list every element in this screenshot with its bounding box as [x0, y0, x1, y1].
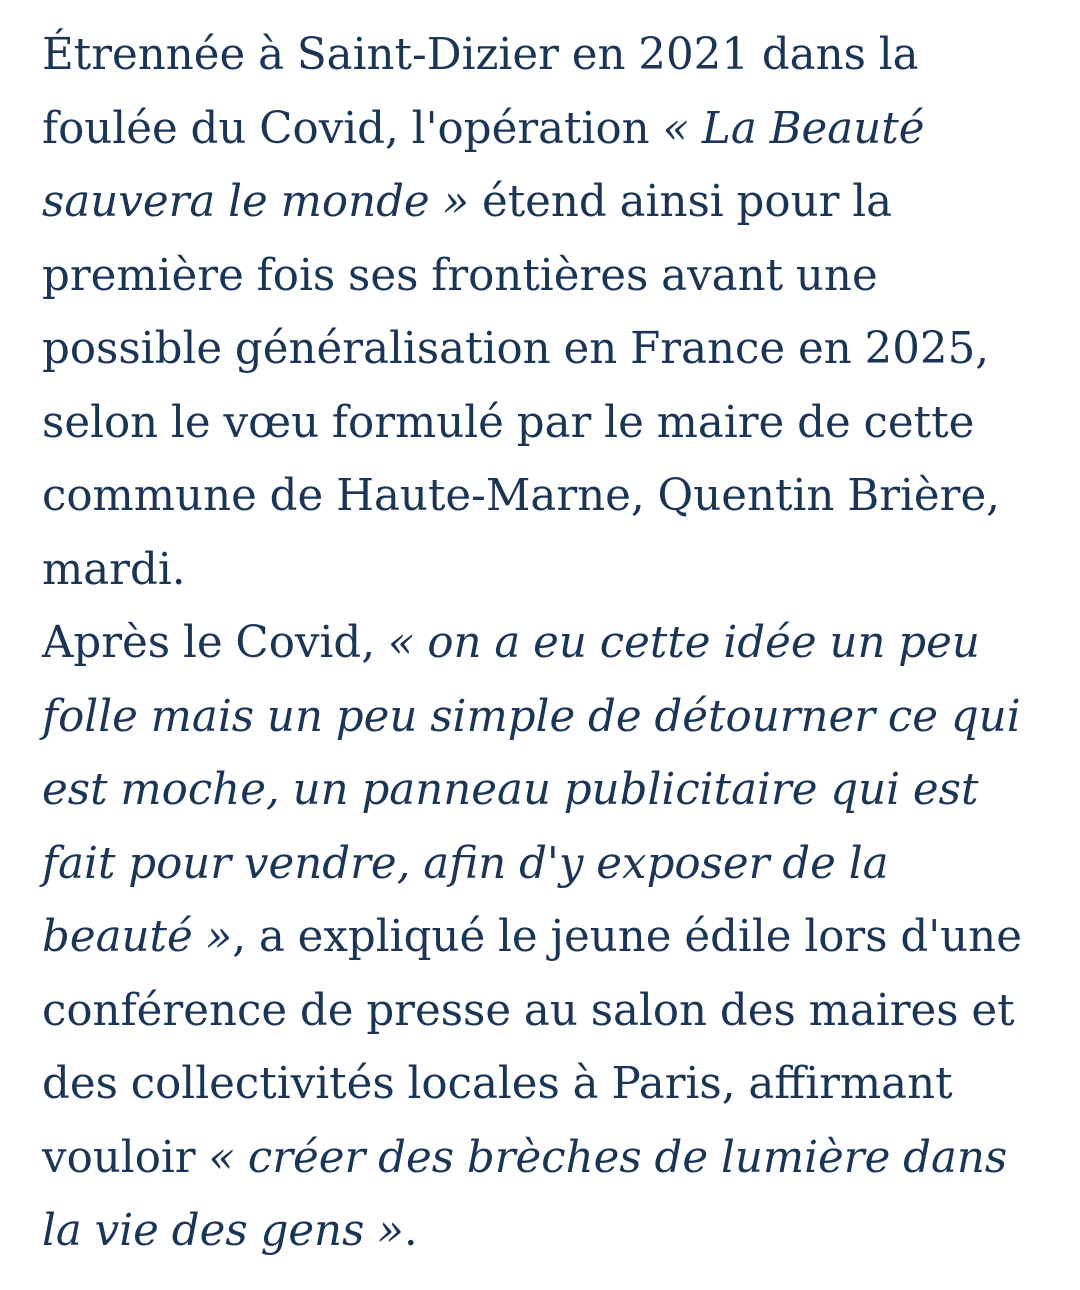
- quote-la-beaute: « La Beauté sauvera le monde »: [42, 103, 925, 227]
- quote-breches-de-lumiere: « créer des brèches de lumière dans la vie des gens »: [42, 1132, 1008, 1256]
- paragraph-1: [42, 19, 1052, 607]
- paragraph-1-text-b: étend ainsi pour la première fois ses frontières avant une possible généralisation en France en 2025, selon le vœu formulé par le maire de cette commune de Haute-Marne, Quentin Brière, mardi.: [42, 177, 1001, 595]
- paragraph-2-text-a: Après le Covid,: [42, 618, 388, 668]
- paragraph-2: [42, 607, 1052, 1269]
- quote-mayor-idea: « on a eu cette idée un peu folle mais un peu simple de détourner ce qui est moche, un panneau publicitaire qui est fait pour vendre, afin d'y exposer de la beauté »: [42, 618, 1021, 962]
- paragraph-2-text-b: , a expliqué le jeune édile lors d'une conférence de presse au salon des maires et des collectivités locales à Paris, affirmant vouloir: [42, 912, 1022, 1183]
- article-body: [42, 19, 1052, 1269]
- paragraph-1-text-a: Étrennée à Saint-Dizier en 2021 dans la foulée du Covid, l'opération: [42, 30, 919, 154]
- paragraph-2-text-c: .: [403, 1206, 418, 1256]
